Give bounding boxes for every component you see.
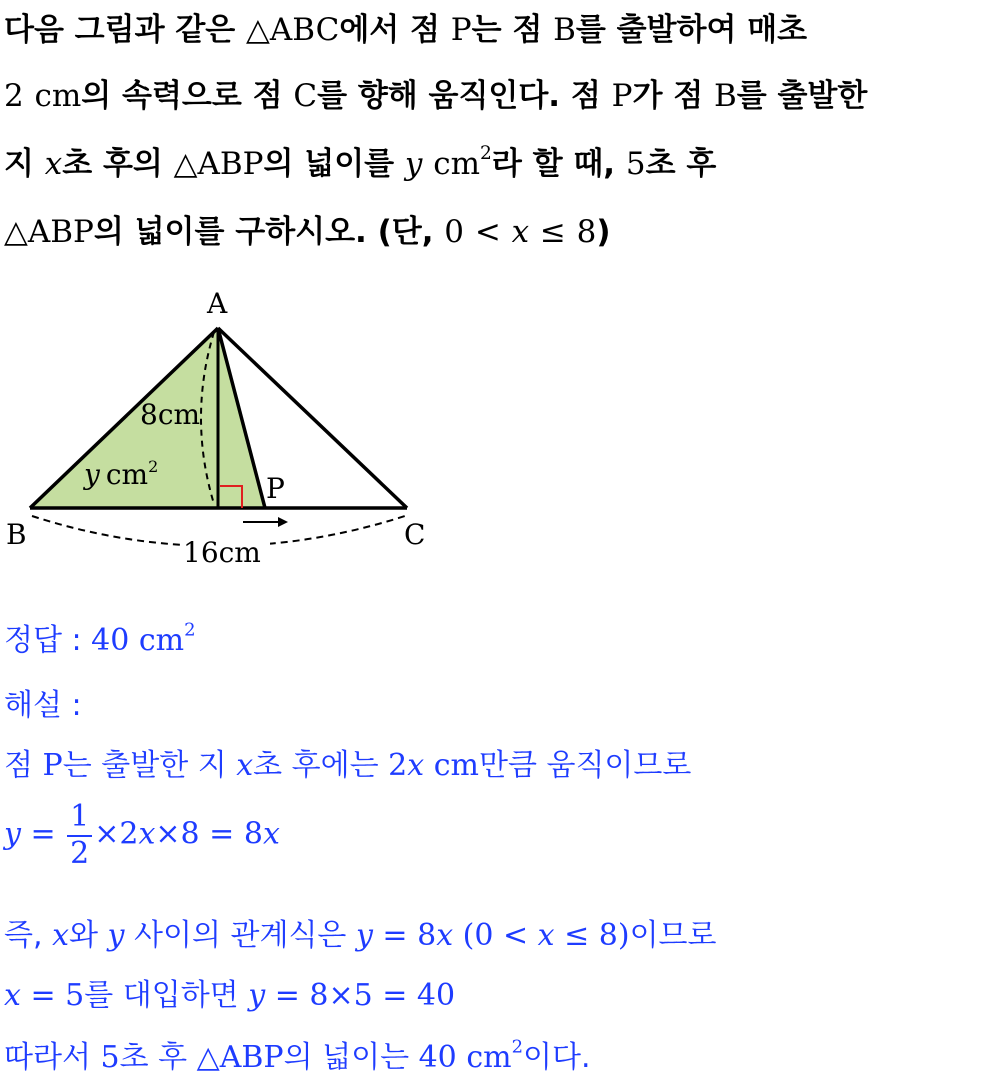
explanation-line-5: 따라서 5초 후 △ABP의 넓이는 40 $cm^2$이다. — [4, 1036, 591, 1075]
explanation-label: 해설 : — [4, 688, 82, 723]
triangle-figure — [0, 280, 460, 580]
question-line-1: 다음 그림과 같은 △ABC에서 점 P는 점 B를 출발하여 매초 — [4, 12, 808, 48]
area-label: y $cm^2$ — [84, 457, 159, 491]
label-b: B — [6, 518, 27, 551]
answer-line: 정답 : 40 $cm^2$ — [4, 619, 196, 658]
explanation-equation: y = $\frac{1}{2}$ ×2x×8 = 8x — [4, 799, 280, 871]
question-line-4: △ABP의 넓이를 구하시오. (단, 0 < x ≤ 8) — [4, 214, 611, 250]
label-c: C — [404, 518, 426, 551]
question-line-3: 지 x초 후의 △ABP의 넓이를 y $cm^2$라 할 때, 5초 후 — [4, 143, 717, 182]
label-a: A — [207, 287, 228, 320]
explanation-line-1: 점 P는 출발한 지 x초 후에는 2x cm만큼 움직이므로 — [4, 748, 692, 783]
base-label: 16cm — [183, 536, 261, 569]
label-p: P — [266, 472, 285, 505]
arrow-head-icon — [278, 517, 288, 527]
explanation-line-3: 즉, x와 y 사이의 관계식은 y = 8x (0 < x ≤ 8)이므로 — [4, 918, 717, 953]
explanation-line-4: x = 5를 대입하면 y = 8×5 = 40 — [4, 978, 456, 1013]
fraction-one-half: $\frac{1}{2}$ — [67, 800, 92, 871]
height-label: 8cm — [140, 398, 201, 431]
question-line-2: 2 cm의 속력으로 점 C를 향해 움직인다. 점 P가 점 B를 출발한 — [4, 78, 868, 114]
